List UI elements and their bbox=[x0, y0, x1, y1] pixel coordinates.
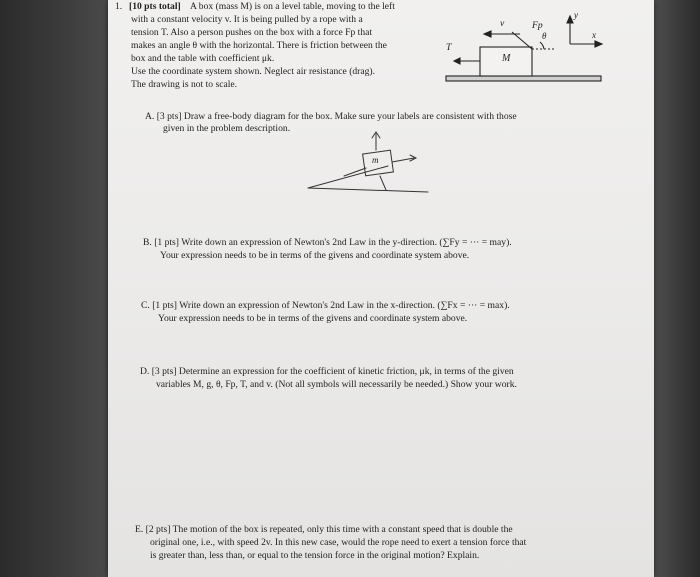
part-b-line-1: B. [1 pts] Write down an expression of Newton's 2nd Law in the y-direction. (∑Fy = ··· = may). bbox=[143, 237, 512, 248]
tension-arrowhead bbox=[454, 58, 460, 64]
problem-figure bbox=[108, 0, 654, 110]
x-axis-label: x bbox=[592, 30, 596, 40]
y-axis-arrowhead bbox=[567, 16, 573, 23]
problem-number: 1. bbox=[115, 1, 123, 12]
tension-label: T bbox=[446, 42, 452, 53]
y-axis-label: y bbox=[574, 10, 578, 20]
part-e-line-1: E. [2 pts] The motion of the box is repeated, only this time with a constant speed that is double the bbox=[135, 524, 513, 535]
angle-arc bbox=[540, 42, 544, 49]
angle-label: θ bbox=[542, 31, 547, 41]
intro-line-1: A box (mass M) is on a level table, moving to the left bbox=[190, 1, 395, 12]
sketch-slope-line bbox=[308, 166, 388, 188]
intro-line-5: box and the table with coefficient μk. bbox=[131, 53, 275, 64]
part-d-line-1: D. [3 pts] Determine an expression for the coefficient of kinetic friction, μk, in terms of the given bbox=[140, 366, 514, 377]
part-c-line-2: Your expression needs to be in terms of the givens and coordinate system above. bbox=[158, 313, 468, 324]
handwritten-fbd-sketch bbox=[108, 128, 654, 208]
velocity-label: v bbox=[500, 18, 505, 29]
part-e-line-3: is greater than, less than, or equal to the tension force in the original motion? Explain. bbox=[150, 550, 480, 561]
intro-line-2: with a constant velocity v. It is being pulled by a rope with a bbox=[131, 14, 363, 25]
intro-line-6: Use the coordinate system shown. Neglect air resistance (drag). bbox=[131, 66, 376, 77]
part-d-line-2: variables M, g, θ, Fp, T, and v. (Not all symbols will necessarily be needed.) Show your work. bbox=[156, 379, 517, 390]
part-a-line-2: given in the problem description. bbox=[163, 123, 291, 134]
sketch-box-label: m bbox=[372, 155, 379, 165]
intro-line-3: tension T. Also a person pushes on the box with a force Fp that bbox=[131, 27, 373, 38]
push-force-label: Fp bbox=[532, 20, 543, 31]
table-surface bbox=[446, 76, 601, 81]
velocity-arrowhead bbox=[484, 31, 491, 37]
x-axis-arrowhead bbox=[595, 41, 602, 47]
sketch-down-arrow bbox=[380, 176, 386, 190]
intro-line-7: The drawing is not to scale. bbox=[131, 79, 238, 90]
part-e-line-2: original one, i.e., with speed 2v. In this new case, would the rope need to exert a tension force that bbox=[150, 537, 527, 548]
intro-line-4: makes an angle θ with the horizontal. There is friction between the bbox=[131, 40, 387, 51]
problem-points: [10 pts total] bbox=[129, 1, 181, 12]
part-a-line-1: A. [3 pts] Draw a free-body diagram for the box. Make sure your labels are consistent with those bbox=[145, 111, 517, 122]
table-edge-shadow bbox=[652, 0, 700, 577]
sketch-ground-line bbox=[308, 188, 428, 192]
sketch-right-arrow bbox=[392, 158, 414, 162]
box-label: M bbox=[502, 53, 511, 64]
part-c-line-1: C. [1 pts] Write down an expression of Newton's 2nd Law in the x-direction. (∑Fx = ··· = max). bbox=[141, 300, 510, 311]
part-b-line-2: Your expression needs to be in terms of the givens and coordinate system above. bbox=[160, 250, 470, 261]
worksheet-page bbox=[108, 0, 654, 577]
